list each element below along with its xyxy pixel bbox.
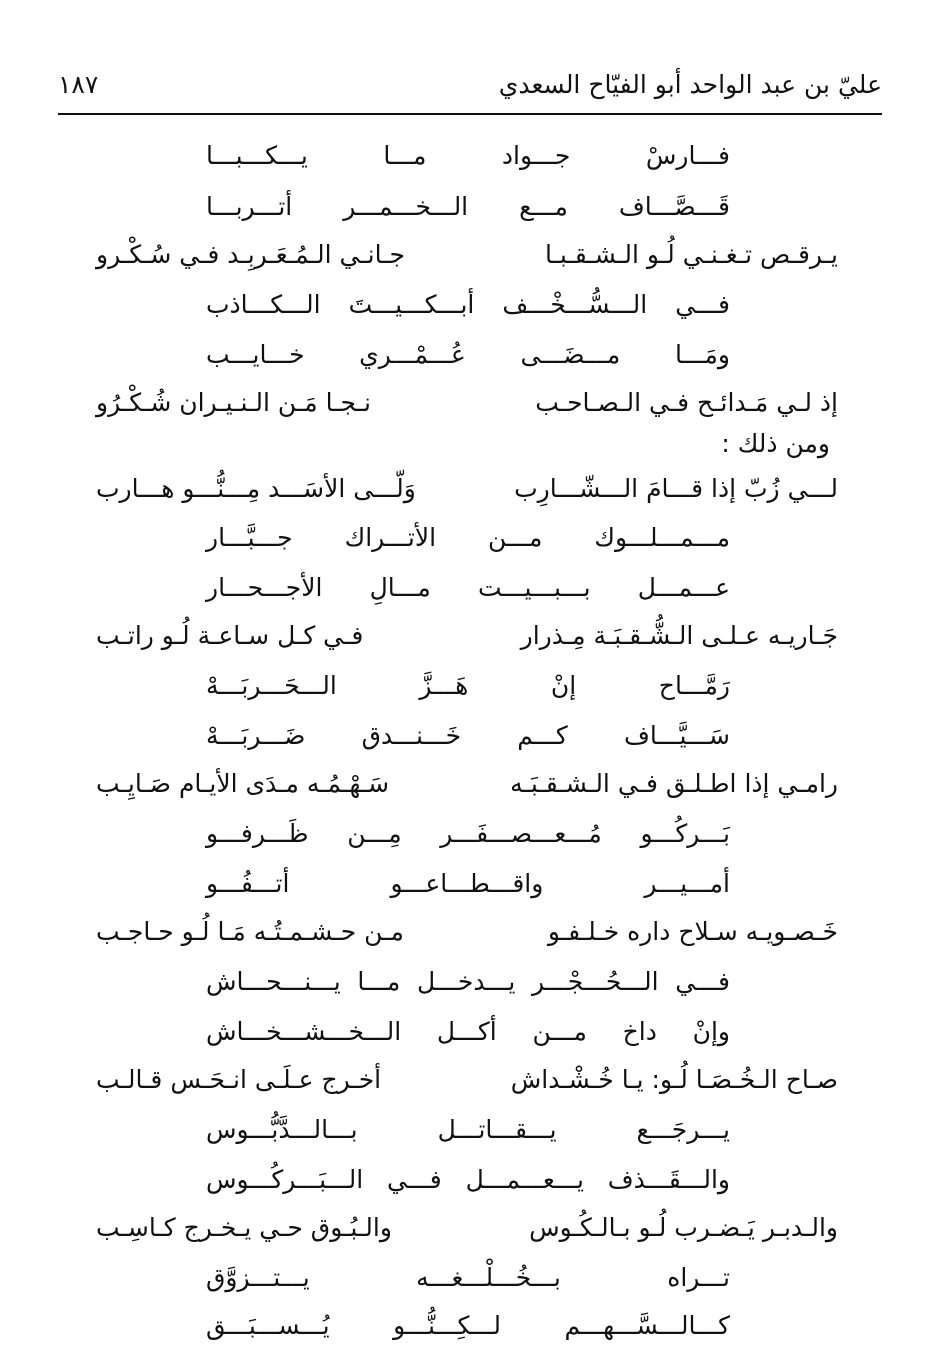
line-text: مـــمـــلـــوك مـــن الأتـــراك جـــبَّـــار <box>206 523 730 552</box>
poem-line <box>206 816 730 852</box>
section-intro <box>721 426 830 462</box>
verse-line <box>96 914 838 950</box>
hemistich-left: فـي كـل سـاعـة لُـو راتـب <box>96 621 364 650</box>
poem-line <box>206 570 730 606</box>
hemistich-right: لـــي زُبّ إذا قـــامَ الـــشّـــارِب <box>514 474 838 503</box>
hemistich-left: نـجـا مَـن الـنـيـران شُـكْـرُو <box>96 388 371 417</box>
poem-line <box>206 1260 730 1296</box>
line-text: فـــي الـــحُـــجْـــر يـــدخـــل مـــا يـــنـــحـــاش <box>206 967 730 996</box>
line-text: بَـــركُـــو مُـــعـــصـــفَـــر مِـــن ظَـــرفـــو <box>206 819 730 848</box>
hemistich-left: والـبُـوق حـي يـخـرج كـاسِـب <box>96 1213 392 1242</box>
hemistich-right: جَـاريـه عـلـى الـشُّـقـبَـة مِـذرار <box>520 621 838 650</box>
verse-line <box>96 618 838 654</box>
line-text: كـــالـــسَّـــهـــم لـــكِـــنُّـــو يُـــســـبَـــق <box>206 1311 730 1340</box>
poem-line <box>206 718 730 754</box>
poem-line <box>206 287 730 323</box>
running-title: عليّ بن عبد الواحد أبو الفيّاح السعدي <box>498 70 882 99</box>
hemistich-right: والـدبـر يَـضـرب لُـو بـالـكُـوس <box>529 1213 838 1242</box>
poem-line <box>206 189 730 225</box>
verse-line <box>96 1210 838 1246</box>
verse-line <box>96 237 838 273</box>
hemistich-right: رامـي إذا اطـلـق فـي الـشـقـبَـه <box>510 769 838 798</box>
verse-line <box>96 471 838 507</box>
hemistich-right: يـرقـص تـغـنـي لُـو الـشـقـبـا <box>544 240 838 269</box>
line-text: أمـــيـــر واقـــطـــاعـــو أتـــفُـــو <box>206 869 730 898</box>
page-number: ١٨٧ <box>58 70 99 99</box>
hemistich-right: إذ لـي مَـدائـح فـي الـصـاحـب <box>535 388 838 417</box>
line-text: سَـــيَّـــاف كـــم خَـــنـــدق ضَـــربَـــهْ <box>206 721 730 750</box>
line-text: والـــقَـــذف يـــعـــمـــل فـــي الـــبَـــركُـــوس <box>206 1165 730 1194</box>
poem-line <box>206 866 730 902</box>
line-text: يـــرجَـــع يـــقـــاتـــل بـــالـــدَّبُّـــوس <box>206 1115 730 1144</box>
poem-line <box>206 520 730 556</box>
hemistich-left: سَـهْـمُـه مـدَى الأيـام صَـايِـب <box>96 769 390 798</box>
hemistich-right: خَـصـويـه سـلاح داره خـلـفـو <box>547 917 838 946</box>
hemistich-right: صـاح الـخُـصَـا لُـو: يـا خُـشْـداش <box>510 1065 838 1094</box>
page-header <box>58 62 882 114</box>
poem-line <box>206 1112 730 1148</box>
poem-line <box>206 1014 730 1050</box>
hemistich-left: مـن حـشـمـتُـه مَـا لُـو حـاجـب <box>96 917 404 946</box>
line-text: ومَـــا مـــضَـــى عُـــمْـــري خـــايـــب <box>206 340 730 369</box>
line-text: عـــمـــل بـــبـــيـــت مـــالِ الأجـــحـــار <box>206 573 730 602</box>
poem-line <box>206 138 730 174</box>
line-text: فـــارسْ جـــواد مـــا يـــكـــبـــا <box>206 141 730 170</box>
line-text: قَـــصَّـــاف مـــع الـــخـــمـــر أتـــربـــا <box>206 192 730 221</box>
line-text: فـــي الـــسُّـــخْـــف أبـــكـــيـــتَ الـــكـــاذب <box>206 290 730 319</box>
line-text: تـــراه بـــخُـــلْـــغـــه يـــتـــزوَّق <box>206 1263 730 1292</box>
intro-text: ومن ذلك : <box>721 429 830 458</box>
hemistich-left: وَلّـــى الأسَـــد مِـــنُّـــو هـــارب <box>96 474 416 503</box>
verse-line <box>96 766 838 802</box>
poem-line <box>206 337 730 373</box>
verse-line <box>96 1062 838 1098</box>
line-text: وإنْ داخ مـــن أكـــل الـــخـــشـــخـــاش <box>206 1017 730 1046</box>
verse-line <box>96 385 838 421</box>
hemistich-left: جـانـي الـمُـعَـربِـد فـي سُـكْـرو <box>96 240 405 269</box>
poem-line <box>206 1162 730 1198</box>
poem-line <box>206 668 730 704</box>
poem-line <box>206 1308 730 1344</box>
poem-line <box>206 964 730 1000</box>
hemistich-left: أخـرج عـلَـى انـحَـس قـالـب <box>96 1065 382 1094</box>
line-text: رَمَّـــاح إنْ هَـــزَّ الـــحَـــربَـــهْ <box>206 671 730 700</box>
header-rule <box>58 113 882 115</box>
